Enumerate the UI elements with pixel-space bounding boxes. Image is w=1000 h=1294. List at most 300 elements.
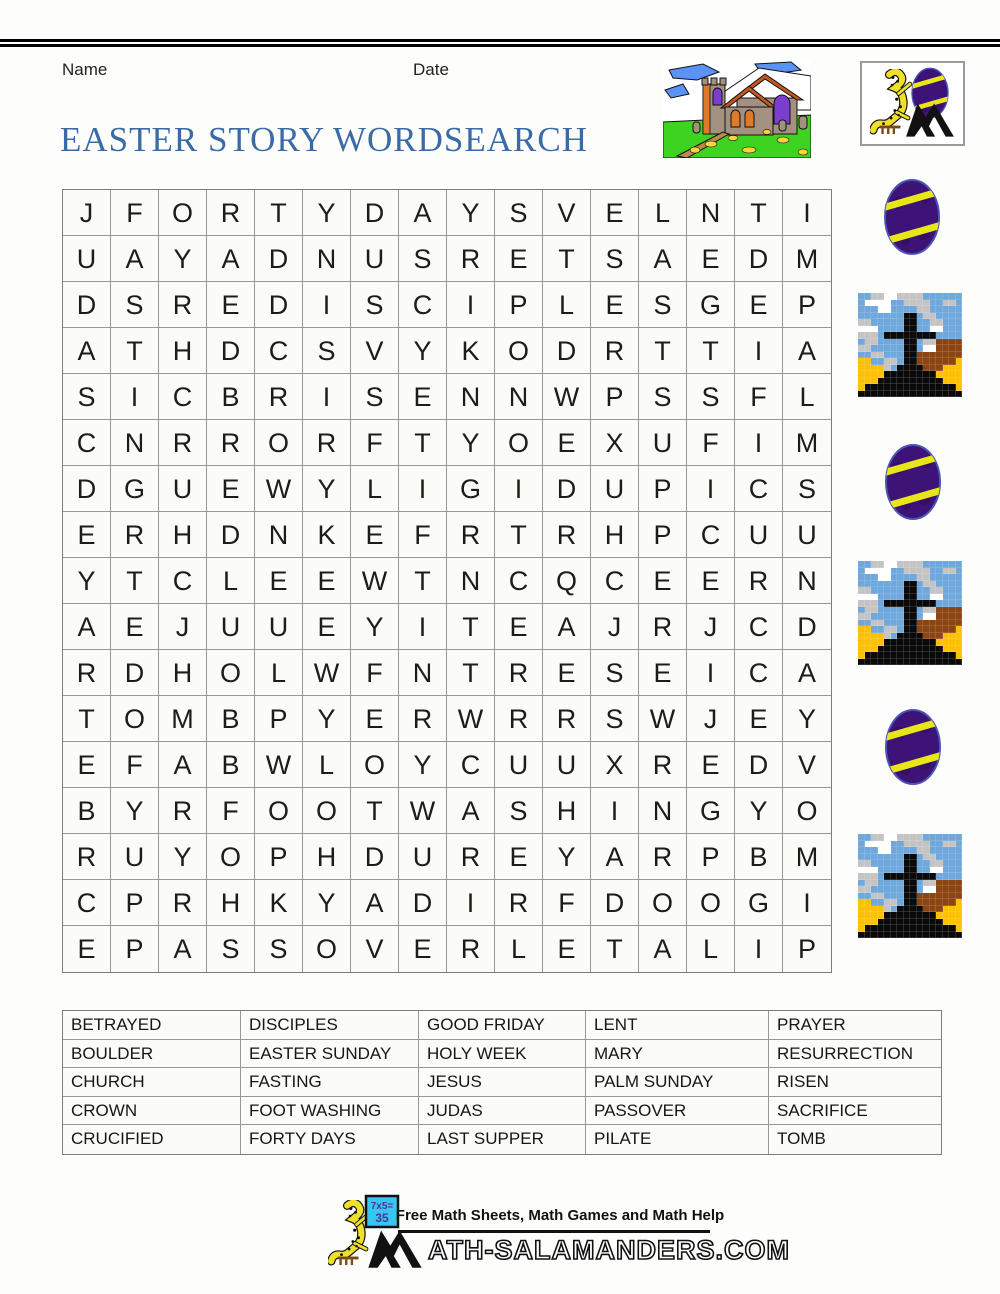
grid-cell: D bbox=[255, 282, 303, 328]
grid-cell: A bbox=[111, 236, 159, 282]
grid-cell: I bbox=[735, 328, 783, 374]
salamander-logo-image bbox=[862, 63, 959, 140]
grid-cell: X bbox=[591, 742, 639, 788]
grid-cell: T bbox=[447, 604, 495, 650]
grid-cell: U bbox=[495, 742, 543, 788]
grid-cell: A bbox=[159, 742, 207, 788]
grid-cell: C bbox=[255, 328, 303, 374]
grid-cell: E bbox=[63, 926, 111, 972]
grid-cell: O bbox=[495, 328, 543, 374]
grid-cell: E bbox=[207, 282, 255, 328]
grid-cell: S bbox=[351, 282, 399, 328]
grid-cell: I bbox=[447, 880, 495, 926]
grid-cell: U bbox=[639, 420, 687, 466]
grid-cell: R bbox=[159, 788, 207, 834]
grid-cell: I bbox=[687, 466, 735, 512]
grid-cell: I bbox=[399, 604, 447, 650]
grid-cell: H bbox=[303, 834, 351, 880]
grid-cell: N bbox=[399, 650, 447, 696]
grid-cell: T bbox=[63, 696, 111, 742]
grid-cell: O bbox=[351, 742, 399, 788]
word-bank-item: LAST SUPPER bbox=[419, 1125, 586, 1154]
grid-cell: U bbox=[351, 236, 399, 282]
grid-cell: D bbox=[63, 282, 111, 328]
grid-cell: C bbox=[735, 604, 783, 650]
grid-cell: A bbox=[63, 604, 111, 650]
grid-cell: S bbox=[591, 236, 639, 282]
grid-cell: N bbox=[447, 558, 495, 604]
cross-hill-image-2 bbox=[858, 561, 962, 665]
grid-cell: G bbox=[447, 466, 495, 512]
grid-cell: R bbox=[447, 834, 495, 880]
grid-cell: R bbox=[543, 696, 591, 742]
grid-cell: W bbox=[639, 696, 687, 742]
board-equation-line1: 7x5= bbox=[370, 1201, 394, 1212]
grid-cell: D bbox=[543, 466, 591, 512]
grid-cell: A bbox=[591, 834, 639, 880]
grid-cell: S bbox=[495, 190, 543, 236]
word-bank-item: PASSOVER bbox=[586, 1097, 769, 1126]
grid-cell: S bbox=[639, 374, 687, 420]
grid-cell: A bbox=[351, 880, 399, 926]
grid-cell: W bbox=[447, 696, 495, 742]
grid-cell: N bbox=[495, 374, 543, 420]
grid-cell: B bbox=[207, 742, 255, 788]
grid-cell: G bbox=[687, 788, 735, 834]
grid-cell: C bbox=[735, 466, 783, 512]
grid-cell: R bbox=[591, 328, 639, 374]
grid-cell: F bbox=[399, 512, 447, 558]
grid-cell: E bbox=[63, 742, 111, 788]
grid-cell: O bbox=[687, 880, 735, 926]
grid-cell: H bbox=[159, 650, 207, 696]
grid-cell: R bbox=[639, 604, 687, 650]
grid-cell: D bbox=[591, 880, 639, 926]
grid-cell: Y bbox=[303, 190, 351, 236]
grid-cell: C bbox=[687, 512, 735, 558]
grid-cell: C bbox=[63, 420, 111, 466]
page-title: EASTER STORY WORDSEARCH bbox=[60, 120, 588, 159]
grid-cell: R bbox=[159, 880, 207, 926]
grid-cell: N bbox=[783, 558, 831, 604]
grid-cell: E bbox=[495, 236, 543, 282]
salamander-logo-box bbox=[860, 61, 965, 146]
grid-cell: P bbox=[783, 282, 831, 328]
grid-cell: U bbox=[399, 834, 447, 880]
grid-cell: U bbox=[207, 604, 255, 650]
grid-cell: E bbox=[735, 282, 783, 328]
grid-cell: C bbox=[447, 742, 495, 788]
grid-cell: D bbox=[63, 466, 111, 512]
grid-cell: F bbox=[351, 420, 399, 466]
grid-cell: C bbox=[159, 374, 207, 420]
grid-cell: W bbox=[255, 742, 303, 788]
grid-cell: E bbox=[399, 926, 447, 972]
grid-cell: T bbox=[447, 650, 495, 696]
grid-cell: Y bbox=[399, 742, 447, 788]
grid-cell: V bbox=[351, 328, 399, 374]
grid-cell: P bbox=[111, 926, 159, 972]
grid-cell: E bbox=[111, 604, 159, 650]
grid-cell: U bbox=[159, 466, 207, 512]
grid-cell: H bbox=[159, 512, 207, 558]
grid-cell: R bbox=[447, 236, 495, 282]
grid-cell: R bbox=[207, 420, 255, 466]
grid-cell: T bbox=[543, 236, 591, 282]
grid-cell: E bbox=[63, 512, 111, 558]
grid-cell: A bbox=[207, 236, 255, 282]
grid-cell: C bbox=[63, 880, 111, 926]
grid-cell: Y bbox=[351, 604, 399, 650]
grid-cell: T bbox=[399, 420, 447, 466]
grid-cell: Y bbox=[783, 696, 831, 742]
grid-cell: L bbox=[543, 282, 591, 328]
grid-cell: S bbox=[639, 282, 687, 328]
grid-cell: R bbox=[63, 650, 111, 696]
grid-cell: L bbox=[207, 558, 255, 604]
grid-cell: S bbox=[591, 696, 639, 742]
grid-cell: K bbox=[303, 512, 351, 558]
grid-cell: E bbox=[591, 282, 639, 328]
grid-cell: J bbox=[591, 604, 639, 650]
grid-cell: A bbox=[639, 926, 687, 972]
grid-cell: K bbox=[447, 328, 495, 374]
grid-cell: I bbox=[447, 282, 495, 328]
grid-cell: E bbox=[303, 558, 351, 604]
word-bank-item: BETRAYED bbox=[63, 1011, 241, 1040]
word-bank-item: FOOT WASHING bbox=[241, 1097, 419, 1126]
grid-cell: S bbox=[63, 374, 111, 420]
grid-cell: P bbox=[639, 512, 687, 558]
grid-cell: T bbox=[255, 190, 303, 236]
grid-cell: J bbox=[159, 604, 207, 650]
grid-cell: J bbox=[687, 604, 735, 650]
grid-cell: G bbox=[687, 282, 735, 328]
grid-cell: A bbox=[783, 650, 831, 696]
grid-cell: R bbox=[639, 834, 687, 880]
word-bank-item: CROWN bbox=[63, 1097, 241, 1126]
word-bank-item: LENT bbox=[586, 1011, 769, 1040]
cross-hill-image-1 bbox=[858, 293, 962, 397]
grid-cell: F bbox=[735, 374, 783, 420]
grid-cell: C bbox=[399, 282, 447, 328]
grid-cell: O bbox=[159, 190, 207, 236]
grid-cell: P bbox=[111, 880, 159, 926]
word-bank-item: RESURRECTION bbox=[769, 1040, 941, 1069]
grid-cell: Y bbox=[447, 420, 495, 466]
grid-cell: D bbox=[207, 328, 255, 374]
grid-cell: F bbox=[543, 880, 591, 926]
grid-cell: R bbox=[543, 512, 591, 558]
word-bank-item: RISEN bbox=[769, 1068, 941, 1097]
grid-cell: R bbox=[495, 696, 543, 742]
grid-cell: E bbox=[351, 696, 399, 742]
grid-cell: T bbox=[111, 328, 159, 374]
grid-cell: E bbox=[687, 742, 735, 788]
grid-cell: A bbox=[447, 788, 495, 834]
grid-cell: D bbox=[351, 190, 399, 236]
grid-cell: W bbox=[543, 374, 591, 420]
grid-cell: L bbox=[783, 374, 831, 420]
grid-cell: H bbox=[591, 512, 639, 558]
grid-cell: F bbox=[207, 788, 255, 834]
grid-cell: D bbox=[207, 512, 255, 558]
grid-cell: O bbox=[495, 420, 543, 466]
grid-cell: R bbox=[111, 512, 159, 558]
grid-cell: Y bbox=[111, 788, 159, 834]
grid-cell: C bbox=[495, 558, 543, 604]
grid-cell: K bbox=[255, 880, 303, 926]
grid-cell: U bbox=[111, 834, 159, 880]
wordsearch-grid bbox=[62, 189, 832, 973]
grid-cell: O bbox=[207, 834, 255, 880]
grid-cell: E bbox=[687, 236, 735, 282]
grid-cell: D bbox=[735, 236, 783, 282]
grid-cell: Y bbox=[303, 696, 351, 742]
easter-egg-image-1 bbox=[883, 178, 941, 256]
grid-cell: R bbox=[447, 512, 495, 558]
grid-cell: N bbox=[111, 420, 159, 466]
grid-cell: R bbox=[447, 926, 495, 972]
grid-cell: S bbox=[591, 650, 639, 696]
grid-cell: D bbox=[399, 880, 447, 926]
word-bank-item: PILATE bbox=[586, 1125, 769, 1154]
cross-hill-image-3 bbox=[858, 834, 962, 938]
grid-cell: M bbox=[783, 834, 831, 880]
grid-cell: N bbox=[447, 374, 495, 420]
grid-cell: U bbox=[63, 236, 111, 282]
grid-cell: P bbox=[639, 466, 687, 512]
grid-cell: L bbox=[495, 926, 543, 972]
grid-cell: T bbox=[351, 788, 399, 834]
grid-cell: Y bbox=[447, 190, 495, 236]
grid-cell: L bbox=[351, 466, 399, 512]
word-bank-item: PALM SUNDAY bbox=[586, 1068, 769, 1097]
grid-cell: V bbox=[783, 742, 831, 788]
word-bank-item: FORTY DAYS bbox=[241, 1125, 419, 1154]
grid-cell: P bbox=[687, 834, 735, 880]
word-bank-item: GOOD FRIDAY bbox=[419, 1011, 586, 1040]
grid-cell: T bbox=[639, 328, 687, 374]
footer-tagline: Free Math Sheets, Math Games and Math Help bbox=[395, 1207, 725, 1224]
grid-cell: G bbox=[735, 880, 783, 926]
grid-cell: S bbox=[111, 282, 159, 328]
grid-cell: E bbox=[399, 374, 447, 420]
grid-cell: E bbox=[639, 558, 687, 604]
grid-cell: S bbox=[399, 236, 447, 282]
grid-cell: E bbox=[495, 604, 543, 650]
grid-cell: R bbox=[495, 650, 543, 696]
grid-cell: E bbox=[543, 926, 591, 972]
grid-cell: X bbox=[591, 420, 639, 466]
grid-cell: B bbox=[735, 834, 783, 880]
grid-cell: E bbox=[543, 420, 591, 466]
grid-cell: C bbox=[591, 558, 639, 604]
grid-cell: Y bbox=[399, 328, 447, 374]
grid-cell: R bbox=[63, 834, 111, 880]
grid-cell: I bbox=[783, 880, 831, 926]
grid-cell: S bbox=[351, 374, 399, 420]
grid-cell: A bbox=[399, 190, 447, 236]
grid-cell: D bbox=[351, 834, 399, 880]
grid-cell: I bbox=[687, 650, 735, 696]
grid-cell: W bbox=[255, 466, 303, 512]
grid-cell: W bbox=[303, 650, 351, 696]
grid-cell: A bbox=[159, 926, 207, 972]
word-bank-item: DISCIPLES bbox=[241, 1011, 419, 1040]
grid-cell: L bbox=[303, 742, 351, 788]
grid-cell: H bbox=[207, 880, 255, 926]
word-bank-item: HOLY WEEK bbox=[419, 1040, 586, 1069]
grid-cell: D bbox=[543, 328, 591, 374]
grid-cell: O bbox=[303, 788, 351, 834]
word-bank-item: FASTING bbox=[241, 1068, 419, 1097]
grid-cell: D bbox=[255, 236, 303, 282]
grid-cell: R bbox=[495, 880, 543, 926]
grid-cell: E bbox=[735, 696, 783, 742]
grid-cell: F bbox=[111, 742, 159, 788]
footer-rule bbox=[398, 1230, 710, 1233]
grid-cell: E bbox=[543, 650, 591, 696]
grid-cell: D bbox=[111, 650, 159, 696]
board-equation-line2: 35 bbox=[375, 1211, 389, 1225]
grid-cell: A bbox=[543, 604, 591, 650]
word-bank-item: CRUCIFIED bbox=[63, 1125, 241, 1154]
grid-cell: S bbox=[495, 788, 543, 834]
grid-cell: J bbox=[63, 190, 111, 236]
top-border-rule bbox=[0, 39, 1000, 47]
grid-cell: B bbox=[207, 696, 255, 742]
grid-cell: C bbox=[735, 650, 783, 696]
grid-cell: M bbox=[783, 236, 831, 282]
grid-cell: V bbox=[543, 190, 591, 236]
grid-cell: M bbox=[783, 420, 831, 466]
grid-cell: S bbox=[207, 926, 255, 972]
grid-cell: I bbox=[495, 466, 543, 512]
grid-cell: T bbox=[687, 328, 735, 374]
grid-cell: E bbox=[207, 466, 255, 512]
grid-cell: W bbox=[351, 558, 399, 604]
grid-cell: O bbox=[783, 788, 831, 834]
grid-cell: P bbox=[591, 374, 639, 420]
grid-cell: E bbox=[351, 512, 399, 558]
grid-cell: A bbox=[63, 328, 111, 374]
grid-cell: H bbox=[159, 328, 207, 374]
grid-cell: C bbox=[159, 558, 207, 604]
grid-cell: P bbox=[255, 834, 303, 880]
grid-cell: L bbox=[687, 926, 735, 972]
grid-cell: S bbox=[687, 374, 735, 420]
word-bank-item: TOMB bbox=[777, 1129, 826, 1148]
grid-cell: R bbox=[159, 420, 207, 466]
grid-cell: O bbox=[255, 788, 303, 834]
grid-cell: I bbox=[735, 926, 783, 972]
grid-cell: U bbox=[255, 604, 303, 650]
grid-cell: A bbox=[783, 328, 831, 374]
grid-cell: R bbox=[303, 420, 351, 466]
grid-cell: Y bbox=[303, 466, 351, 512]
grid-cell: Q bbox=[543, 558, 591, 604]
grid-cell: U bbox=[591, 466, 639, 512]
grid-cell: Y bbox=[543, 834, 591, 880]
grid-cell: T bbox=[111, 558, 159, 604]
grid-cell: W bbox=[399, 788, 447, 834]
grid-cell: P bbox=[797, 934, 816, 964]
grid-cell: U bbox=[783, 512, 831, 558]
grid-cell: A bbox=[639, 236, 687, 282]
grid-cell: I bbox=[783, 190, 831, 236]
grid-cell: O bbox=[207, 650, 255, 696]
grid-cell: U bbox=[735, 512, 783, 558]
grid-cell: N bbox=[687, 190, 735, 236]
grid-cell: O bbox=[111, 696, 159, 742]
easter-egg-image-3 bbox=[884, 708, 942, 786]
date-label: Date bbox=[413, 60, 449, 79]
grid-cell: T bbox=[591, 926, 639, 972]
grid-cell: S bbox=[303, 328, 351, 374]
grid-cell: F bbox=[351, 650, 399, 696]
name-label: Name bbox=[62, 60, 108, 79]
church-clipart-image bbox=[663, 60, 811, 158]
grid-cell: B bbox=[63, 788, 111, 834]
grid-cell: I bbox=[591, 788, 639, 834]
grid-cell: N bbox=[255, 512, 303, 558]
word-bank-item: BOULDER bbox=[63, 1040, 241, 1069]
footer-site-text: ATH-SALAMANDERS.COM bbox=[428, 1235, 790, 1265]
grid-cell: I bbox=[735, 420, 783, 466]
grid-cell: R bbox=[399, 696, 447, 742]
grid-cell: E bbox=[303, 604, 351, 650]
grid-cell: I bbox=[399, 466, 447, 512]
word-bank-item: CHURCH bbox=[63, 1068, 241, 1097]
grid-cell: F bbox=[687, 420, 735, 466]
grid-cell: J bbox=[687, 696, 735, 742]
grid-cell: G bbox=[111, 466, 159, 512]
grid-cell: T bbox=[735, 190, 783, 236]
grid-cell: E bbox=[591, 190, 639, 236]
easter-egg-image-2 bbox=[884, 443, 942, 521]
grid-cell: R bbox=[255, 374, 303, 420]
grid-cell: E bbox=[639, 650, 687, 696]
grid-cell: I bbox=[303, 282, 351, 328]
grid-cell: O bbox=[303, 926, 351, 972]
grid-cell: R bbox=[639, 742, 687, 788]
grid-cell: I bbox=[111, 374, 159, 420]
grid-cell: E bbox=[687, 558, 735, 604]
grid-cell: R bbox=[207, 190, 255, 236]
grid-cell: Y bbox=[159, 834, 207, 880]
word-bank-item: JESUS bbox=[419, 1068, 586, 1097]
grid-cell: F bbox=[111, 190, 159, 236]
grid-cell: L bbox=[255, 650, 303, 696]
grid-cell: N bbox=[303, 236, 351, 282]
word-bank-table bbox=[62, 1010, 942, 1155]
grid-cell: Y bbox=[303, 880, 351, 926]
grid-cell: H bbox=[543, 788, 591, 834]
grid-cell: P bbox=[495, 282, 543, 328]
grid-cell: E bbox=[495, 834, 543, 880]
grid-cell: S bbox=[783, 466, 831, 512]
grid-cell: Y bbox=[63, 558, 111, 604]
grid-cell: B bbox=[207, 374, 255, 420]
grid-cell: O bbox=[255, 420, 303, 466]
grid-cell: Y bbox=[159, 236, 207, 282]
grid-cell: P bbox=[255, 696, 303, 742]
word-bank-item: EASTER SUNDAY bbox=[241, 1040, 419, 1069]
grid-cell: I bbox=[303, 374, 351, 420]
word-bank-item: JUDAS bbox=[419, 1097, 586, 1126]
grid-cell: N bbox=[639, 788, 687, 834]
